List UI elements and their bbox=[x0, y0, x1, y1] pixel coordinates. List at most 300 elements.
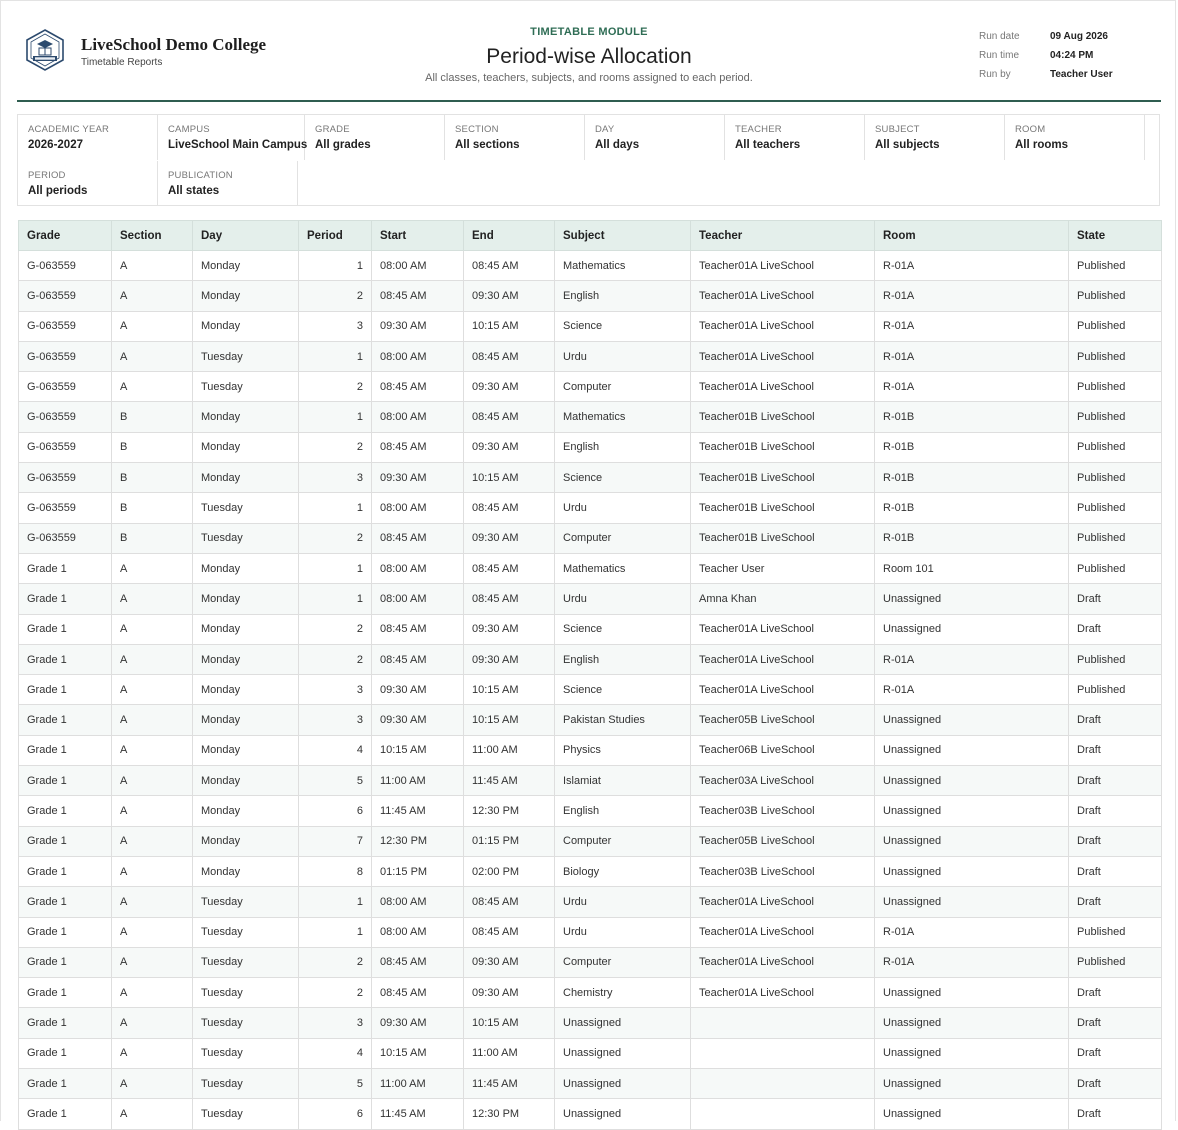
section-cell: A bbox=[112, 644, 193, 674]
filter-teacher bbox=[725, 115, 865, 160]
period-cell: 4 bbox=[299, 1038, 372, 1068]
day-cell: Monday bbox=[193, 463, 299, 493]
filter-value: All days bbox=[595, 139, 640, 151]
table-row bbox=[19, 584, 1162, 614]
column-header-end[interactable]: End bbox=[464, 221, 555, 251]
meta-value: 04:24 PM bbox=[1050, 50, 1094, 61]
state-cell: Draft bbox=[1069, 735, 1162, 765]
column-header-subject[interactable]: Subject bbox=[555, 221, 691, 251]
filter-label: SUBJECT bbox=[875, 124, 920, 135]
room-cell: Unassigned bbox=[875, 796, 1069, 826]
subject-cell: Science bbox=[555, 675, 691, 705]
subject-cell: Mathematics bbox=[555, 251, 691, 281]
filter-label: TEACHER bbox=[735, 124, 782, 135]
period-cell: 3 bbox=[299, 463, 372, 493]
module-label: TIMETABLE MODULE bbox=[530, 26, 648, 38]
room-cell: R-01A bbox=[875, 251, 1069, 281]
teacher-cell: Teacher User bbox=[691, 553, 875, 583]
day-cell: Tuesday bbox=[193, 1038, 299, 1068]
room-cell: R-01A bbox=[875, 644, 1069, 674]
start-cell: 09:30 AM bbox=[372, 1008, 464, 1038]
period-cell: 1 bbox=[299, 584, 372, 614]
room-cell: Unassigned bbox=[875, 856, 1069, 886]
filter-label: ACADEMIC YEAR bbox=[28, 124, 110, 135]
teacher-cell: Teacher01A LiveSchool bbox=[691, 675, 875, 705]
grade-cell: G-063559 bbox=[19, 523, 112, 553]
filter-academic-year bbox=[18, 115, 158, 160]
meta-value: 09 Aug 2026 bbox=[1050, 31, 1108, 42]
grade-cell: Grade 1 bbox=[19, 675, 112, 705]
period-cell: 1 bbox=[299, 493, 372, 523]
section-cell: A bbox=[112, 372, 193, 402]
state-cell: Draft bbox=[1069, 1008, 1162, 1038]
end-cell: 08:45 AM bbox=[464, 887, 555, 917]
filter-day bbox=[585, 115, 725, 160]
day-cell: Monday bbox=[193, 251, 299, 281]
table-row bbox=[19, 1008, 1162, 1038]
end-cell: 10:15 AM bbox=[464, 1008, 555, 1038]
teacher-cell: Teacher01A LiveSchool bbox=[691, 614, 875, 644]
filter-room bbox=[1005, 115, 1145, 160]
period-cell: 1 bbox=[299, 341, 372, 371]
start-cell: 11:00 AM bbox=[372, 1069, 464, 1099]
grade-cell: G-063559 bbox=[19, 281, 112, 311]
room-cell: R-01B bbox=[875, 463, 1069, 493]
day-cell: Monday bbox=[193, 281, 299, 311]
grade-cell: Grade 1 bbox=[19, 1099, 112, 1129]
state-cell: Draft bbox=[1069, 705, 1162, 735]
end-cell: 11:00 AM bbox=[464, 735, 555, 765]
meta-run-time bbox=[979, 46, 1159, 65]
day-cell: Tuesday bbox=[193, 1069, 299, 1099]
period-cell: 5 bbox=[299, 1069, 372, 1099]
day-cell: Tuesday bbox=[193, 887, 299, 917]
section-cell: A bbox=[112, 675, 193, 705]
state-cell: Draft bbox=[1069, 826, 1162, 856]
section-cell: A bbox=[112, 281, 193, 311]
section-cell: A bbox=[112, 735, 193, 765]
day-cell: Monday bbox=[193, 311, 299, 341]
grade-cell: Grade 1 bbox=[19, 766, 112, 796]
end-cell: 08:45 AM bbox=[464, 493, 555, 523]
subject-cell: Chemistry bbox=[555, 978, 691, 1008]
section-cell: A bbox=[112, 766, 193, 796]
state-cell: Draft bbox=[1069, 766, 1162, 796]
filter-label: GRADE bbox=[315, 124, 350, 135]
filter-label: PERIOD bbox=[28, 170, 66, 181]
start-cell: 08:45 AM bbox=[372, 644, 464, 674]
subject-cell: Mathematics bbox=[555, 553, 691, 583]
grade-cell: G-063559 bbox=[19, 251, 112, 281]
period-cell: 2 bbox=[299, 432, 372, 462]
table-row bbox=[19, 796, 1162, 826]
start-cell: 08:00 AM bbox=[372, 341, 464, 371]
subject-cell: Pakistan Studies bbox=[555, 705, 691, 735]
period-cell: 8 bbox=[299, 856, 372, 886]
filter-summary bbox=[17, 114, 1160, 206]
teacher-cell: Teacher01A LiveSchool bbox=[691, 978, 875, 1008]
start-cell: 08:45 AM bbox=[372, 947, 464, 977]
filter-section bbox=[445, 115, 585, 160]
day-cell: Tuesday bbox=[193, 917, 299, 947]
day-cell: Monday bbox=[193, 705, 299, 735]
end-cell: 08:45 AM bbox=[464, 917, 555, 947]
room-cell: Unassigned bbox=[875, 614, 1069, 644]
grade-cell: G-063559 bbox=[19, 311, 112, 341]
start-cell: 10:15 AM bbox=[372, 1038, 464, 1068]
end-cell: 09:30 AM bbox=[464, 281, 555, 311]
state-cell: Draft bbox=[1069, 1099, 1162, 1129]
table-row bbox=[19, 705, 1162, 735]
org-subtitle: Timetable Reports bbox=[81, 57, 163, 68]
section-cell: B bbox=[112, 432, 193, 462]
start-cell: 08:45 AM bbox=[372, 432, 464, 462]
college-logo-icon bbox=[25, 29, 65, 71]
day-cell: Monday bbox=[193, 675, 299, 705]
state-cell: Published bbox=[1069, 947, 1162, 977]
subject-cell: Mathematics bbox=[555, 402, 691, 432]
start-cell: 08:45 AM bbox=[372, 281, 464, 311]
meta-run-by bbox=[979, 65, 1159, 84]
grade-cell: Grade 1 bbox=[19, 1069, 112, 1099]
state-cell: Published bbox=[1069, 523, 1162, 553]
period-cell: 1 bbox=[299, 251, 372, 281]
grade-cell: Grade 1 bbox=[19, 1038, 112, 1068]
start-cell: 08:45 AM bbox=[372, 372, 464, 402]
table-row bbox=[19, 1038, 1162, 1068]
subject-cell: Science bbox=[555, 311, 691, 341]
column-header-section[interactable]: Section bbox=[112, 221, 193, 251]
section-cell: A bbox=[112, 1069, 193, 1099]
teacher-cell: Teacher01A LiveSchool bbox=[691, 281, 875, 311]
subject-cell: Science bbox=[555, 463, 691, 493]
period-cell: 3 bbox=[299, 311, 372, 341]
room-cell: R-01A bbox=[875, 372, 1069, 402]
end-cell: 10:15 AM bbox=[464, 675, 555, 705]
period-cell: 1 bbox=[299, 887, 372, 917]
day-cell: Tuesday bbox=[193, 1099, 299, 1129]
start-cell: 08:45 AM bbox=[372, 978, 464, 1008]
filter-publication bbox=[158, 161, 298, 206]
teacher-cell: Teacher05B LiveSchool bbox=[691, 826, 875, 856]
start-cell: 09:30 AM bbox=[372, 675, 464, 705]
subject-cell: Unassigned bbox=[555, 1099, 691, 1129]
subject-cell: Unassigned bbox=[555, 1008, 691, 1038]
grade-cell: Grade 1 bbox=[19, 735, 112, 765]
table-row bbox=[19, 735, 1162, 765]
period-cell: 2 bbox=[299, 644, 372, 674]
section-cell: A bbox=[112, 1099, 193, 1129]
state-cell: Published bbox=[1069, 311, 1162, 341]
filter-label: DAY bbox=[595, 124, 615, 135]
teacher-cell: Teacher01B LiveSchool bbox=[691, 463, 875, 493]
subject-cell: Urdu bbox=[555, 341, 691, 371]
room-cell: Unassigned bbox=[875, 826, 1069, 856]
allocation-table bbox=[18, 220, 1162, 1130]
filter-period bbox=[18, 161, 158, 206]
teacher-cell: Teacher03B LiveSchool bbox=[691, 856, 875, 886]
subject-cell: Computer bbox=[555, 372, 691, 402]
report-subtitle: All classes, teachers, subjects, and rooms assigned to each period. bbox=[425, 72, 753, 84]
filter-value: All sections bbox=[455, 139, 520, 151]
period-cell: 2 bbox=[299, 978, 372, 1008]
start-cell: 09:30 AM bbox=[372, 463, 464, 493]
teacher-cell: Teacher01B LiveSchool bbox=[691, 432, 875, 462]
teacher-cell: Teacher03A LiveSchool bbox=[691, 766, 875, 796]
filter-label: PUBLICATION bbox=[168, 170, 233, 181]
state-cell: Published bbox=[1069, 675, 1162, 705]
start-cell: 09:30 AM bbox=[372, 311, 464, 341]
period-cell: 3 bbox=[299, 705, 372, 735]
end-cell: 09:30 AM bbox=[464, 644, 555, 674]
section-cell: A bbox=[112, 978, 193, 1008]
end-cell: 10:15 AM bbox=[464, 705, 555, 735]
start-cell: 10:15 AM bbox=[372, 735, 464, 765]
room-cell: R-01A bbox=[875, 341, 1069, 371]
column-header-start[interactable]: Start bbox=[372, 221, 464, 251]
filter-label: CAMPUS bbox=[168, 124, 210, 135]
state-cell: Draft bbox=[1069, 584, 1162, 614]
table-row bbox=[19, 523, 1162, 553]
day-cell: Monday bbox=[193, 644, 299, 674]
filter-label: ROOM bbox=[1015, 124, 1046, 135]
filter-value: All states bbox=[168, 185, 220, 197]
state-cell: Draft bbox=[1069, 887, 1162, 917]
state-cell: Draft bbox=[1069, 1069, 1162, 1099]
teacher-cell bbox=[691, 1008, 875, 1038]
room-cell: Unassigned bbox=[875, 766, 1069, 796]
end-cell: 09:30 AM bbox=[464, 372, 555, 402]
filter-value: 2026-2027 bbox=[28, 139, 83, 151]
end-cell: 11:00 AM bbox=[464, 1038, 555, 1068]
start-cell: 08:00 AM bbox=[372, 553, 464, 583]
org-name: LiveSchool Demo College bbox=[81, 35, 267, 54]
room-cell: R-01A bbox=[875, 281, 1069, 311]
period-cell: 4 bbox=[299, 735, 372, 765]
column-header-room[interactable]: Room bbox=[875, 221, 1069, 251]
meta-label: Run date bbox=[979, 31, 1020, 42]
day-cell: Tuesday bbox=[193, 1008, 299, 1038]
room-cell: Unassigned bbox=[875, 1099, 1069, 1129]
subject-cell: Urdu bbox=[555, 917, 691, 947]
day-cell: Tuesday bbox=[193, 372, 299, 402]
table-row bbox=[19, 978, 1162, 1008]
room-cell: Unassigned bbox=[875, 978, 1069, 1008]
subject-cell: Physics bbox=[555, 735, 691, 765]
subject-cell: Urdu bbox=[555, 584, 691, 614]
period-cell: 3 bbox=[299, 1008, 372, 1038]
teacher-cell: Teacher01A LiveSchool bbox=[691, 311, 875, 341]
section-cell: A bbox=[112, 251, 193, 281]
start-cell: 08:45 AM bbox=[372, 523, 464, 553]
grade-cell: G-063559 bbox=[19, 463, 112, 493]
subject-cell: English bbox=[555, 796, 691, 826]
state-cell: Published bbox=[1069, 493, 1162, 523]
room-cell: R-01A bbox=[875, 311, 1069, 341]
section-cell: A bbox=[112, 826, 193, 856]
table-row bbox=[19, 644, 1162, 674]
start-cell: 09:30 AM bbox=[372, 705, 464, 735]
start-cell: 11:45 AM bbox=[372, 1099, 464, 1129]
state-cell: Draft bbox=[1069, 1038, 1162, 1068]
section-cell: A bbox=[112, 917, 193, 947]
room-cell: Unassigned bbox=[875, 1038, 1069, 1068]
start-cell: 08:00 AM bbox=[372, 402, 464, 432]
room-cell: Unassigned bbox=[875, 705, 1069, 735]
period-cell: 7 bbox=[299, 826, 372, 856]
column-header-grade[interactable]: Grade bbox=[19, 221, 112, 251]
start-cell: 01:15 PM bbox=[372, 856, 464, 886]
period-cell: 6 bbox=[299, 796, 372, 826]
period-cell: 2 bbox=[299, 372, 372, 402]
filter-value: All subjects bbox=[875, 139, 940, 151]
section-cell: A bbox=[112, 947, 193, 977]
table-row bbox=[19, 675, 1162, 705]
column-header-day[interactable]: Day bbox=[193, 221, 299, 251]
section-cell: B bbox=[112, 523, 193, 553]
state-cell: Published bbox=[1069, 341, 1162, 371]
period-cell: 6 bbox=[299, 1099, 372, 1129]
day-cell: Monday bbox=[193, 432, 299, 462]
section-cell: A bbox=[112, 887, 193, 917]
table-row bbox=[19, 402, 1162, 432]
end-cell: 09:30 AM bbox=[464, 523, 555, 553]
room-cell: R-01A bbox=[875, 917, 1069, 947]
section-cell: A bbox=[112, 1008, 193, 1038]
state-cell: Draft bbox=[1069, 856, 1162, 886]
start-cell: 11:00 AM bbox=[372, 766, 464, 796]
filter-value: All rooms bbox=[1015, 139, 1069, 151]
grade-cell: G-063559 bbox=[19, 402, 112, 432]
subject-cell: Computer bbox=[555, 523, 691, 553]
state-cell: Draft bbox=[1069, 978, 1162, 1008]
period-cell: 1 bbox=[299, 917, 372, 947]
section-cell: A bbox=[112, 553, 193, 583]
subject-cell: Urdu bbox=[555, 887, 691, 917]
filter-campus bbox=[158, 115, 308, 160]
section-cell: A bbox=[112, 311, 193, 341]
filter-label: SECTION bbox=[455, 124, 499, 135]
table-row bbox=[19, 887, 1162, 917]
state-cell: Published bbox=[1069, 372, 1162, 402]
period-cell: 3 bbox=[299, 675, 372, 705]
table-row bbox=[19, 1099, 1162, 1129]
teacher-cell: Teacher01A LiveSchool bbox=[691, 947, 875, 977]
teacher-cell: Teacher03B LiveSchool bbox=[691, 796, 875, 826]
start-cell: 08:00 AM bbox=[372, 887, 464, 917]
column-header-period[interactable]: Period bbox=[299, 221, 372, 251]
column-header-teacher[interactable]: Teacher bbox=[691, 221, 875, 251]
teacher-cell: Teacher06B LiveSchool bbox=[691, 735, 875, 765]
teacher-cell: Teacher01B LiveSchool bbox=[691, 402, 875, 432]
period-cell: 5 bbox=[299, 766, 372, 796]
day-cell: Monday bbox=[193, 766, 299, 796]
room-cell: Unassigned bbox=[875, 1069, 1069, 1099]
grade-cell: Grade 1 bbox=[19, 947, 112, 977]
grade-cell: Grade 1 bbox=[19, 826, 112, 856]
section-cell: A bbox=[112, 614, 193, 644]
subject-cell: Biology bbox=[555, 856, 691, 886]
end-cell: 09:30 AM bbox=[464, 614, 555, 644]
section-cell: A bbox=[112, 705, 193, 735]
table-row bbox=[19, 766, 1162, 796]
period-cell: 1 bbox=[299, 553, 372, 583]
room-cell: Unassigned bbox=[875, 1008, 1069, 1038]
subject-cell: English bbox=[555, 644, 691, 674]
subject-cell: Unassigned bbox=[555, 1069, 691, 1099]
subject-cell: English bbox=[555, 281, 691, 311]
teacher-cell bbox=[691, 1038, 875, 1068]
room-cell: R-01B bbox=[875, 402, 1069, 432]
teacher-cell: Amna Khan bbox=[691, 584, 875, 614]
room-cell: R-01B bbox=[875, 523, 1069, 553]
table-row bbox=[19, 281, 1162, 311]
table-row bbox=[19, 432, 1162, 462]
state-cell: Published bbox=[1069, 917, 1162, 947]
end-cell: 08:45 AM bbox=[464, 584, 555, 614]
day-cell: Monday bbox=[193, 402, 299, 432]
start-cell: 08:00 AM bbox=[372, 584, 464, 614]
day-cell: Monday bbox=[193, 735, 299, 765]
section-cell: B bbox=[112, 463, 193, 493]
filter-value: All grades bbox=[315, 139, 371, 151]
teacher-cell: Teacher05B LiveSchool bbox=[691, 705, 875, 735]
subject-cell: Computer bbox=[555, 947, 691, 977]
report-title: Period-wise Allocation bbox=[486, 45, 692, 68]
column-header-state[interactable]: State bbox=[1069, 221, 1162, 251]
section-cell: B bbox=[112, 402, 193, 432]
table-body bbox=[19, 251, 1162, 1130]
day-cell: Monday bbox=[193, 826, 299, 856]
room-cell: Unassigned bbox=[875, 584, 1069, 614]
end-cell: 08:45 AM bbox=[464, 341, 555, 371]
table-row bbox=[19, 251, 1162, 281]
grade-cell: Grade 1 bbox=[19, 887, 112, 917]
grade-cell: G-063559 bbox=[19, 372, 112, 402]
grade-cell: Grade 1 bbox=[19, 917, 112, 947]
section-cell: A bbox=[112, 1038, 193, 1068]
start-cell: 08:00 AM bbox=[372, 251, 464, 281]
day-cell: Tuesday bbox=[193, 341, 299, 371]
start-cell: 11:45 AM bbox=[372, 796, 464, 826]
state-cell: Draft bbox=[1069, 796, 1162, 826]
meta-label: Run by bbox=[979, 69, 1011, 80]
table-row bbox=[19, 947, 1162, 977]
filter-grade bbox=[305, 115, 445, 160]
state-cell: Published bbox=[1069, 281, 1162, 311]
start-cell: 08:00 AM bbox=[372, 917, 464, 947]
state-cell: Published bbox=[1069, 463, 1162, 493]
start-cell: 08:45 AM bbox=[372, 614, 464, 644]
day-cell: Monday bbox=[193, 553, 299, 583]
subject-cell: English bbox=[555, 432, 691, 462]
grade-cell: Grade 1 bbox=[19, 614, 112, 644]
filter-value: LiveSchool Main Campus bbox=[168, 139, 308, 151]
teacher-cell bbox=[691, 1069, 875, 1099]
teacher-cell: Teacher01A LiveSchool bbox=[691, 372, 875, 402]
day-cell: Tuesday bbox=[193, 523, 299, 553]
meta-value: Teacher User bbox=[1050, 69, 1113, 80]
grade-cell: Grade 1 bbox=[19, 978, 112, 1008]
end-cell: 11:45 AM bbox=[464, 766, 555, 796]
teacher-cell: Teacher01A LiveSchool bbox=[691, 644, 875, 674]
end-cell: 10:15 AM bbox=[464, 463, 555, 493]
room-cell: R-01A bbox=[875, 675, 1069, 705]
state-cell: Published bbox=[1069, 402, 1162, 432]
room-cell: R-01B bbox=[875, 432, 1069, 462]
table-row bbox=[19, 1069, 1162, 1099]
period-cell: 2 bbox=[299, 947, 372, 977]
